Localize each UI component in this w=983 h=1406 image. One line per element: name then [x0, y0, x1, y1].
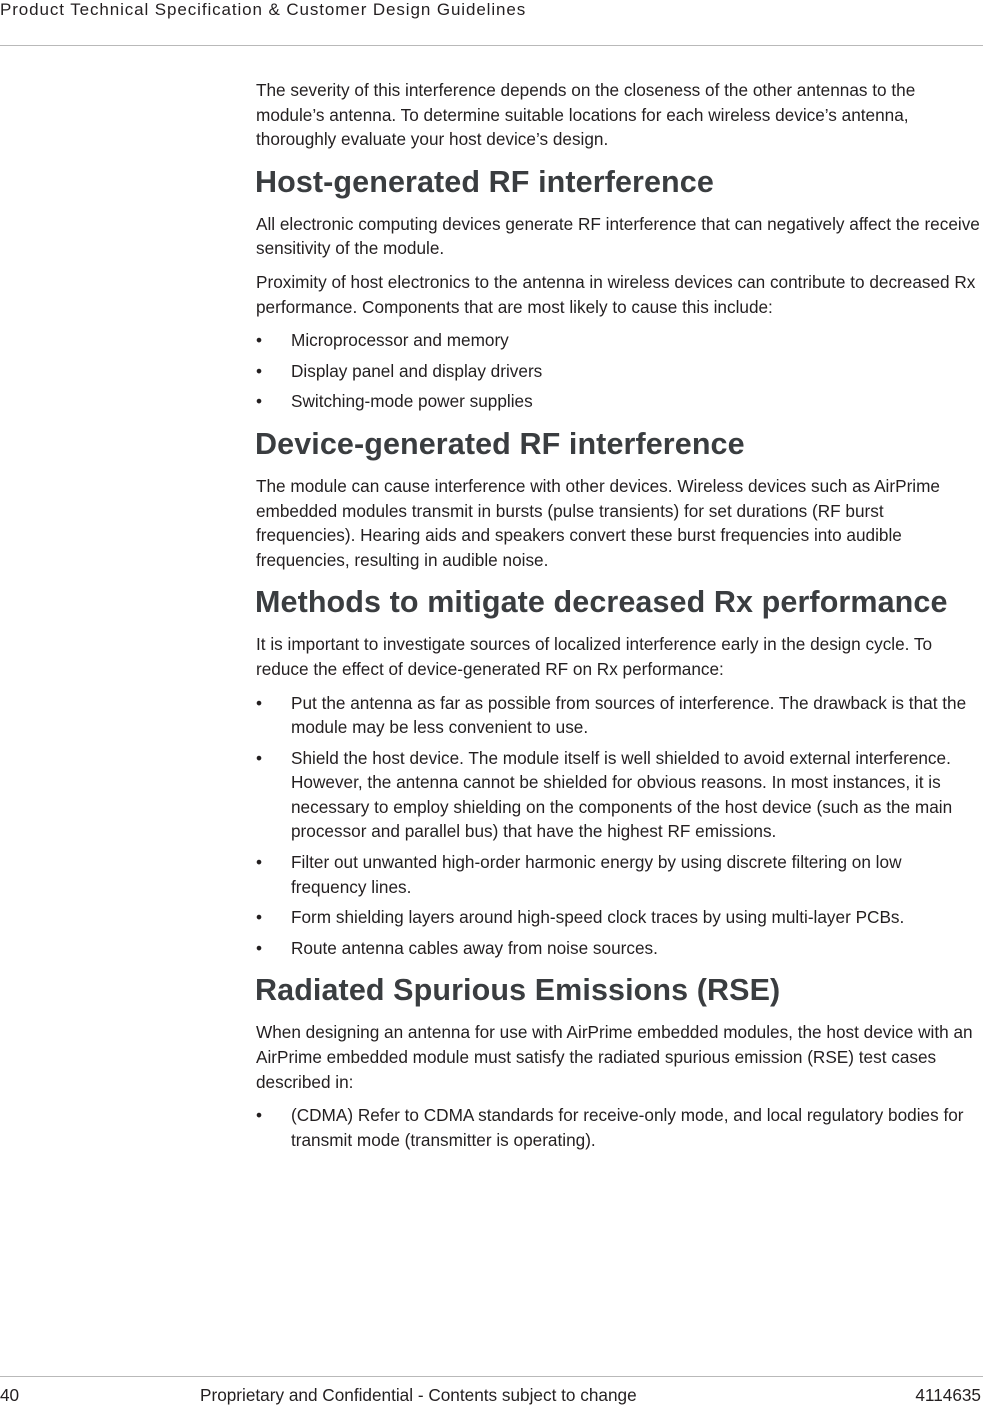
- bullet-glyph: •: [256, 360, 263, 381]
- list-item-text: Put the antenna as far as possible from sources of interference. The drawback is that the module may be less convenient to use.: [291, 692, 967, 738]
- confidentiality-notice: Proprietary and Confidential - Contents subject to change: [200, 1385, 637, 1405]
- list-item-text: Shield the host device. The module itself is well shielded to avoid external interference. However, the antenna cannot be shielded for obvious reasons. In most instances, it is necessary to employ shielding on the components of the host device (such as the main processor and parallel bus) that have the highest RF emissions.: [291, 747, 953, 842]
- bullet-glyph: •: [256, 747, 263, 768]
- bullet-glyph: •: [256, 1105, 263, 1126]
- list-item: [256, 1103, 980, 1152]
- list-item: [256, 936, 980, 961]
- list-item-text: Route antenna cables away from noise sources.: [291, 937, 658, 958]
- list-item: [256, 905, 980, 930]
- list-item-text: Form shielding layers around high-speed clock traces by using multi-layer PCBs.: [291, 907, 905, 928]
- heading-radiated-spurious-emissions: Radiated Spurious Emissions (RSE): [255, 973, 781, 1008]
- running-header: [0, 0, 983, 46]
- rse-paragraph: When designing an antenna for use with AirPrime embedded modules, the host device with an AirPrime embedded module must satisfy the radiated spurious emission (RSE) test cases described in:: [256, 1022, 973, 1092]
- device-rf-paragraph: The module can cause interference with other devices. Wireless devices such as AirPrime embedded modules transmit in bursts (pulse transients) for set durations (RF burst frequencies). Hearing aids and speakers convert these burst frequencies into audible frequencies, resulting in audible noise.: [256, 475, 940, 570]
- list-item: [256, 328, 980, 353]
- list-item: [256, 746, 980, 844]
- bullet-glyph: •: [256, 907, 263, 928]
- bullet-glyph: •: [256, 391, 263, 412]
- page-content: [256, 78, 980, 1161]
- host-rf-paragraph: Proximity of host electronics to the antenna in wireless devices can contribute to decreased Rx performance. Components that are most likely to cause this include:: [256, 271, 976, 317]
- list-item-text: Switching-mode power supplies: [291, 391, 533, 412]
- running-footer: [0, 1376, 983, 1406]
- rse-list: [256, 1103, 980, 1152]
- page-number: 40: [0, 1385, 20, 1405]
- document-title: Product Technical Specification & Customer Design Guidelines: [0, 0, 527, 19]
- heading-device-generated-rf: Device-generated RF interference: [255, 426, 745, 461]
- bullet-glyph: •: [256, 937, 263, 958]
- list-item-text: Filter out unwanted high-order harmonic energy by using discrete filtering on low frequency lines.: [291, 852, 902, 897]
- host-rf-paragraph: All electronic computing devices generate RF interference that can negatively affect the receive sensitivity of the module.: [256, 213, 980, 259]
- mitigation-list: [256, 691, 980, 961]
- document-number: 4114635: [915, 1385, 981, 1405]
- heading-host-generated-rf: Host-generated RF interference: [255, 164, 714, 199]
- host-rf-component-list: [256, 328, 980, 414]
- list-item-text: Display panel and display drivers: [291, 360, 543, 381]
- mitigation-paragraph: It is important to investigate sources of localized interference early in the design cycle. To reduce the effect of device-generated RF on Rx performance:: [256, 634, 933, 679]
- bullet-glyph: •: [256, 330, 263, 351]
- list-item-text: Microprocessor and memory: [291, 330, 509, 351]
- list-item: [256, 359, 980, 384]
- intro-paragraph: The severity of this interference depends on the closeness of the other antennas to the module’s antenna. To determine suitable locations for each wireless device’s antenna, thoroughly evaluate your host device’s design.: [256, 80, 916, 150]
- list-item: [256, 389, 980, 414]
- list-item-text: (CDMA) Refer to CDMA standards for receive-only mode, and local regulatory bodies for transmit mode (transmitter is operating).: [291, 1105, 964, 1150]
- heading-mitigation-methods: Methods to mitigate decreased Rx performance: [255, 585, 948, 620]
- list-item: [256, 691, 980, 740]
- bullet-glyph: •: [256, 852, 263, 873]
- bullet-glyph: •: [256, 692, 263, 713]
- list-item: [256, 850, 980, 899]
